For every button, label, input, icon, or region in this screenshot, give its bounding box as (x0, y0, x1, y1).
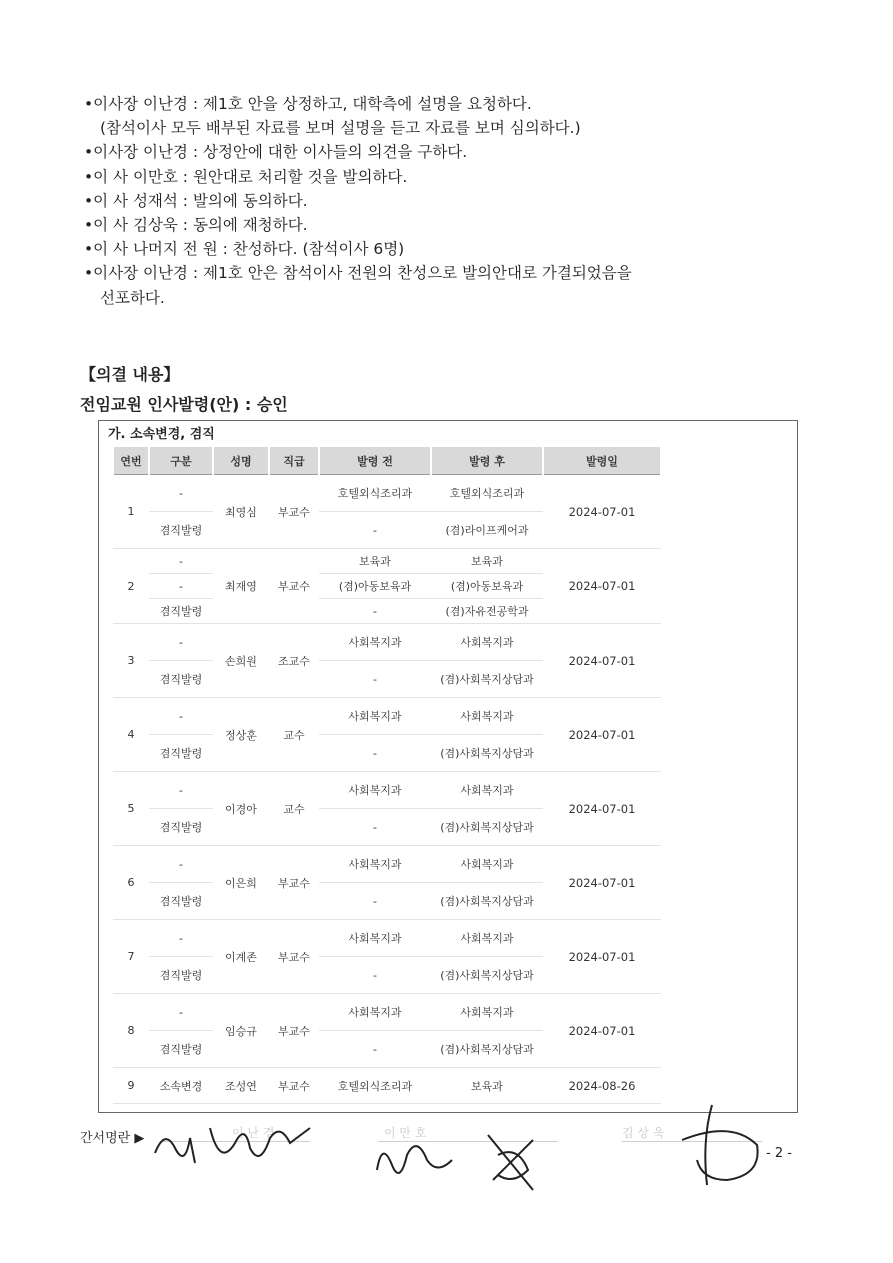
after-cell: 사회복지과 (431, 772, 543, 809)
after-cell: (겸)라이프케어과 (431, 512, 543, 549)
column-header: 연번 (113, 447, 149, 475)
handwritten-signature (372, 1130, 462, 1190)
signatory-name: 이 만 호 (384, 1126, 427, 1140)
before-cell: 사회복지과 (319, 624, 431, 661)
type-cell: 겸직발령 (149, 1031, 213, 1068)
before-cell: - (319, 661, 431, 698)
before-cell: 사회복지과 (319, 846, 431, 883)
date-cell: 2024-07-01 (543, 698, 661, 772)
name-cell: 손희원 (213, 624, 269, 698)
after-cell: (겸)자유전공학과 (431, 599, 543, 624)
type-cell: - (149, 549, 213, 574)
after-cell: 사회복지과 (431, 624, 543, 661)
minutes-line: •이 사 이만호 : 원안대로 처리할 것을 발의하다. (84, 167, 408, 186)
after-cell: (겸)사회복지상담과 (431, 735, 543, 772)
date-cell: 2024-07-01 (543, 624, 661, 698)
name-cell: 임승규 (213, 994, 269, 1068)
row-number: 3 (113, 624, 149, 698)
column-header: 발령 전 (319, 447, 431, 475)
table-title: 가. 소속변경, 겸직 (108, 427, 215, 442)
rank-cell: 부교수 (269, 1068, 319, 1104)
date-cell: 2024-08-26 (543, 1068, 661, 1104)
after-cell: (겸)사회복지상담과 (431, 883, 543, 920)
row-number: 6 (113, 846, 149, 920)
row-number: 5 (113, 772, 149, 846)
table-row (113, 475, 661, 512)
personnel-table (112, 447, 662, 1104)
table-row (113, 549, 661, 574)
table-row (113, 624, 661, 661)
minutes-line: •이 사 성재석 : 발의에 동의하다. (84, 191, 308, 210)
date-cell: 2024-07-01 (543, 772, 661, 846)
rank-cell: 부교수 (269, 475, 319, 549)
name-cell: 이은희 (213, 846, 269, 920)
after-cell: 사회복지과 (431, 920, 543, 957)
type-cell: 소속변경 (149, 1068, 213, 1104)
type-cell: - (149, 624, 213, 661)
type-cell: - (149, 994, 213, 1031)
minutes-line: •이사장 이난경 : 상정안에 대한 이사들의 의견을 구하다. (84, 143, 468, 162)
column-header: 직급 (269, 447, 319, 475)
minutes-line: •이 사 김상욱 : 동의에 재청하다. (84, 216, 308, 235)
name-cell: 조성연 (213, 1068, 269, 1104)
rank-cell: 부교수 (269, 846, 319, 920)
rank-cell: 교수 (269, 698, 319, 772)
signatory-name: 김 상 욱 (622, 1126, 665, 1140)
before-cell: 사회복지과 (319, 698, 431, 735)
resolution-heading: 【의결 내용】 (80, 365, 180, 384)
date-cell: 2024-07-01 (543, 994, 661, 1068)
table-header-row (113, 447, 661, 475)
after-cell: 사회복지과 (431, 698, 543, 735)
before-cell: 보육과 (319, 549, 431, 574)
name-cell: 최재영 (213, 549, 269, 624)
name-cell: 정상훈 (213, 698, 269, 772)
before-cell: 사회복지과 (319, 772, 431, 809)
rank-cell: 교수 (269, 772, 319, 846)
before-cell: - (319, 809, 431, 846)
handwritten-signature (672, 1100, 768, 1195)
row-number: 2 (113, 549, 149, 624)
column-header: 성명 (213, 447, 269, 475)
before-cell: - (319, 599, 431, 624)
minutes-line: 선포하다. (100, 288, 165, 307)
row-number: 8 (113, 994, 149, 1068)
before-cell: - (319, 735, 431, 772)
type-cell: - (149, 574, 213, 599)
type-cell: 겸직발령 (149, 957, 213, 994)
after-cell: (겸)사회복지상담과 (431, 1031, 543, 1068)
before-cell: 호텔외식조리과 (319, 1068, 431, 1104)
after-cell: (겸)아동보육과 (431, 574, 543, 599)
name-cell: 최영심 (213, 475, 269, 549)
column-header: 구분 (149, 447, 213, 475)
minutes-line: •이사장 이난경 : 제1호 안을 상정하고, 대학측에 설명을 요청하다. (84, 95, 532, 113)
minutes-line: •이사장 이난경 : 제1호 안은 참석이사 전원의 찬성으로 발의안대로 가결되었음을 (84, 264, 632, 283)
minutes-text (84, 92, 824, 310)
before-cell: (겸)아동보육과 (319, 574, 431, 599)
row-number: 1 (113, 475, 149, 549)
table-row (113, 846, 661, 883)
after-cell: (겸)사회복지상담과 (431, 809, 543, 846)
after-cell: 호텔외식조리과 (431, 475, 543, 512)
row-number: 4 (113, 698, 149, 772)
rank-cell: 부교수 (269, 920, 319, 994)
type-cell: - (149, 772, 213, 809)
after-cell: 사회복지과 (431, 846, 543, 883)
table-row (113, 994, 661, 1031)
before-cell: - (319, 957, 431, 994)
rank-cell: 부교수 (269, 549, 319, 624)
date-cell: 2024-07-01 (543, 920, 661, 994)
table-row (113, 698, 661, 735)
date-cell: 2024-07-01 (543, 549, 661, 624)
agenda-title: 전임교원 인사발령(안) : 승인 (80, 395, 288, 414)
after-cell: (겸)사회복지상담과 (431, 661, 543, 698)
name-cell: 이경아 (213, 772, 269, 846)
before-cell: 사회복지과 (319, 920, 431, 957)
rank-cell: 조교수 (269, 624, 319, 698)
type-cell: - (149, 698, 213, 735)
type-cell: - (149, 475, 213, 512)
type-cell: 겸직발령 (149, 599, 213, 624)
after-cell: 보육과 (431, 549, 543, 574)
signature-label: 간서명란 ▶ (80, 1131, 145, 1146)
type-cell: 겸직발령 (149, 512, 213, 549)
before-cell: - (319, 512, 431, 549)
name-cell: 이계존 (213, 920, 269, 994)
minutes-line: •이 사 나머지 전 원 : 찬성하다. (참석이사 6명) (84, 240, 405, 259)
table-body (113, 475, 661, 1104)
signatory-name: 이 난 경 (232, 1126, 275, 1140)
table-row (113, 920, 661, 957)
date-cell: 2024-07-01 (543, 475, 661, 549)
handwritten-signature (478, 1125, 548, 1200)
rank-cell: 부교수 (269, 994, 319, 1068)
table-row (113, 772, 661, 809)
date-cell: 2024-07-01 (543, 846, 661, 920)
after-cell: (겸)사회복지상담과 (431, 957, 543, 994)
after-cell: 보육과 (431, 1068, 543, 1104)
column-header: 발령일 (543, 447, 661, 475)
column-header: 발령 후 (431, 447, 543, 475)
type-cell: - (149, 920, 213, 957)
type-cell: 겸직발령 (149, 661, 213, 698)
before-cell: - (319, 883, 431, 920)
handwritten-signature (150, 1108, 320, 1178)
after-cell: 사회복지과 (431, 994, 543, 1031)
before-cell: 사회복지과 (319, 994, 431, 1031)
before-cell: - (319, 1031, 431, 1068)
minutes-line: (참석이사 모두 배부된 자료를 보며 설명을 듣고 자료를 보며 심의하다.) (100, 119, 581, 138)
page-number: - 2 - (766, 1146, 792, 1161)
row-number: 7 (113, 920, 149, 994)
row-number: 9 (113, 1068, 149, 1104)
type-cell: - (149, 846, 213, 883)
before-cell: 호텔외식조리과 (319, 475, 431, 512)
type-cell: 겸직발령 (149, 809, 213, 846)
type-cell: 겸직발령 (149, 735, 213, 772)
table-row (113, 1068, 661, 1104)
type-cell: 겸직발령 (149, 883, 213, 920)
